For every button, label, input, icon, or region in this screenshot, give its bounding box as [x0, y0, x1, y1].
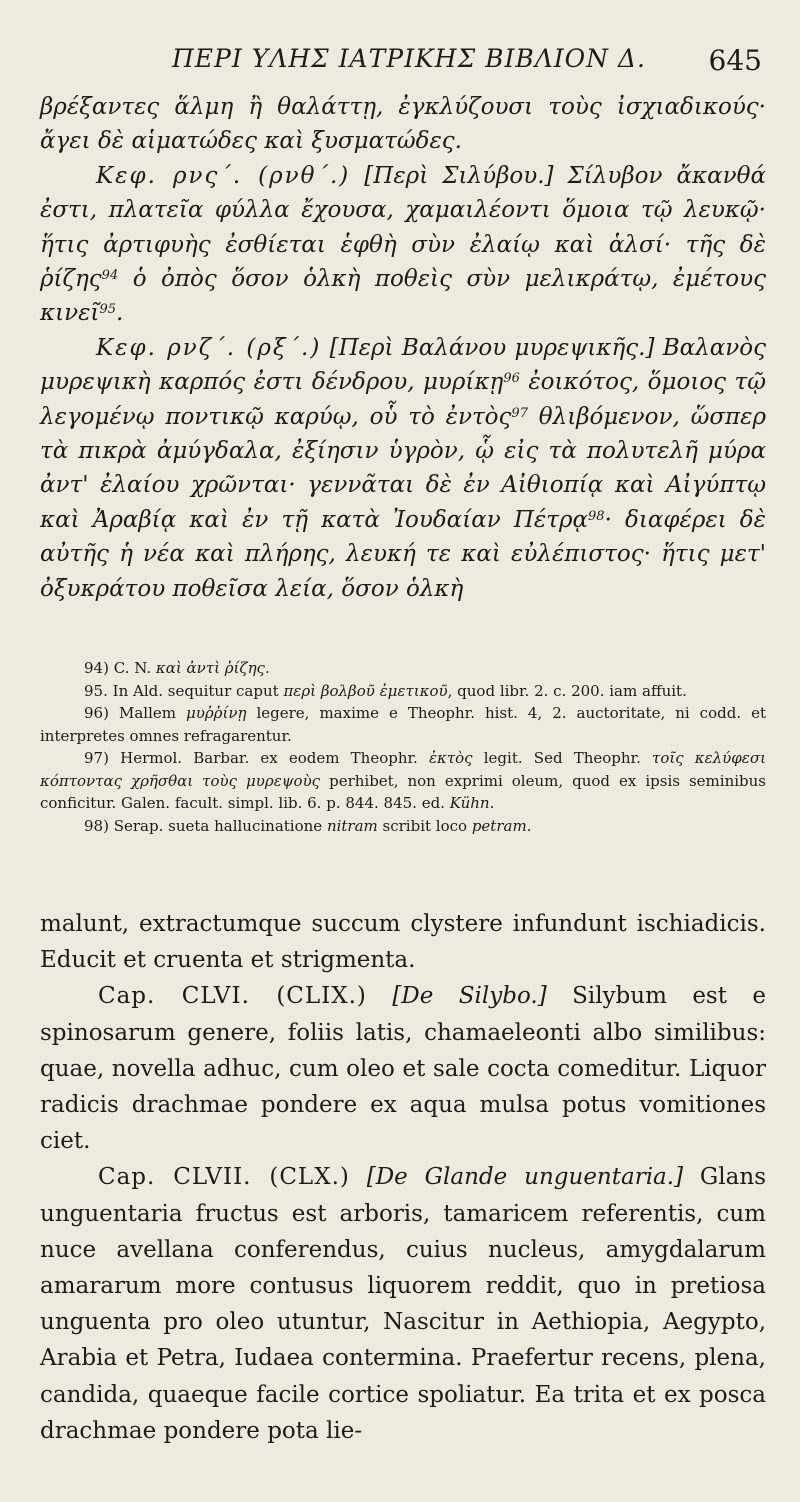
footnote-ref-94: 94 [101, 268, 119, 284]
chapter-title: [De Glande unguentaria.] [366, 1164, 684, 1191]
greek-paragraph-continuation: βρέξαντες ἅλμη ἢ θαλάττῃ, ἐγκλύζουσι τοὺς ἰσχιαδικούς· ἄγει δὲ αἱματώδες καὶ ξυσματώδες. [40, 94, 766, 155]
footnote-ref-98: 98 [588, 508, 605, 524]
latin-chapter-156: Cap. CLVI. (CLIX.) [De Silybo.] Silybum est e spinosarum genere, foliis latis, chamaeleonti albo similibus: quae, novella adhuc, cum oleo et sale cocta comeditur. Liquor radicis drachmae pondere ex aqua mulsa potus vomitiones ciet. [40, 983, 766, 1155]
page-header [40, 38, 766, 82]
footnote-96: 96) Mallem μυῤῥίνῃ legere, maxime e Theophr. hist. 4, 2. auctoritate, ni codd. et interpretes omnes refragarentur. [40, 704, 766, 745]
footnote-ref-95: 95 [99, 302, 116, 318]
greek-text [40, 90, 766, 606]
latin-paragraph-continuation: malunt, extractumque succum clystere infundunt ischiadicis. Educit et cruenta et strigmenta. [40, 911, 766, 974]
chapter-title: [Περὶ Βαλάνου μυρεψικῆς.] [329, 334, 655, 361]
footnote-ref-97: 97 [511, 405, 528, 421]
chapter-title: [De Silybo.] [392, 983, 547, 1010]
footnote-ref-96: 96 [503, 371, 520, 387]
footnote-94: 94) C. N. καὶ ἀντὶ ῥίζης. [84, 659, 270, 677]
footnote-97: 97) Hermol. Barbar. ex eodem Theophr. ἐκτὸς legit. Sed Theophr. τοῖς κελύφεσι κόπτοντας χρῆσθαι τοὺς μυρεψοὺς perhibet, non exprimi oleum, quod ex ipsis seminibus conficitur. Galen. facult. simpl. lib. 6. p. 844. 845. ed. Kühn. [40, 749, 766, 812]
page-number: 645 [708, 44, 762, 77]
chapter-number: Κεφ. ρνζ΄. (ρξ΄.) [96, 334, 322, 361]
chapter-title: [Περὶ Σιλύβου.] [364, 162, 554, 189]
chapter-number: Cap. CLVII. (CLX.) [98, 1164, 350, 1191]
chapter-number: Κεφ. ρνς΄. (ρνθ΄.) [96, 162, 351, 189]
greek-chapter-157: Κεφ. ρνζ΄. (ρξ΄.) [Περὶ Βαλάνου μυρεψικῆς.] Βαλανὸς μυρεψικὴ καρπός ἐστι δένδρου, μυρίκῃ$^{96}$ ἐοικότος, ὅμοιος τῷ λεγομένῳ ποντικῷ καρύῳ, οὗ τὸ ἐντὸς$^{97}$ θλιβόμενον, ὥσπερ τὰ πικρὰ ἀμύγδαλα, ἐξίησιν ὑγρὸν, ᾧ εἰς τὰ πολυτελῆ μύρα ἀντ' ἐλαίου χρῶνται· γεννᾶται δὲ ἐν Αἰθιοπίᾳ καὶ Αἰγύπτῳ καὶ Ἀραβίᾳ καὶ ἐν τῇ κατὰ Ἰουδαίαν Πέτρᾳ$^{98}$· διαφέρει δὲ αὐτῆς ἡ νέα καὶ πλήρης, λευκή τε καὶ εὐλέπιστος· ἥτις μετ' ὀξυκράτου ποθεῖσα λεία, ὅσον ὁλκὴ [40, 334, 767, 602]
latin-chapter-157: Cap. CLVII. (CLX.) [De Glande unguentaria.] Glans unguentaria fructus est arboris, tamaricem referentis, cum nuce avellana conferendus, cuius nucleus, amygdalarum amararum more contusus liquorem reddit, quo in pretiosa unguenta pro oleo utuntur, Nascitur in Aethiopia, Aegypto, Arabia et Petra, Iudaea contermina. Praefertur recens, plena, candida, quaeque facile cortice spoliatur. Ea trita et ex posca drachmae pondere pota lie- [40, 1164, 766, 1444]
footnote-95: 95. In Ald. sequitur caput περὶ βολβοῦ ἐμετικοῦ, quod libr. 2. c. 200. iam affuit. [84, 681, 687, 700]
footnote-98: 98) Serap. sueta hallucinatione nitram scribit loco petram. [84, 816, 532, 835]
latin-text [40, 906, 766, 1449]
chapter-number: Cap. CLVI. (CLIX.) [98, 983, 367, 1010]
greek-chapter-156: Κεφ. ρνς΄. (ρνθ΄.) [Περὶ Σιλύβου.] Σίλυβον ἄκανθά ἐστι, πλατεῖα φύλλα ἔχουσα, χαμαιλέοντι ὅμοια τῷ λευκῷ· ἥτις ἀρτιφυὴς ἐσθίεται ἑφθὴ σὺν ἐλαίῳ καὶ ἁλσί· τῆς δὲ ῥίζης$^{94}$ ὁ ὀπὸς ὅσον ὁλκὴ ποθεὶς σὺν μελικράτῳ, ἐμέτους κινεῖ$^{95}$. [40, 162, 766, 327]
footnotes [40, 657, 766, 837]
running-title: ΠΕΡΙ ΥΛΗΣ ΙΑΤΡΙΚΗΣ ΒΙΒΛΙΟΝ Δ. [172, 44, 646, 73]
